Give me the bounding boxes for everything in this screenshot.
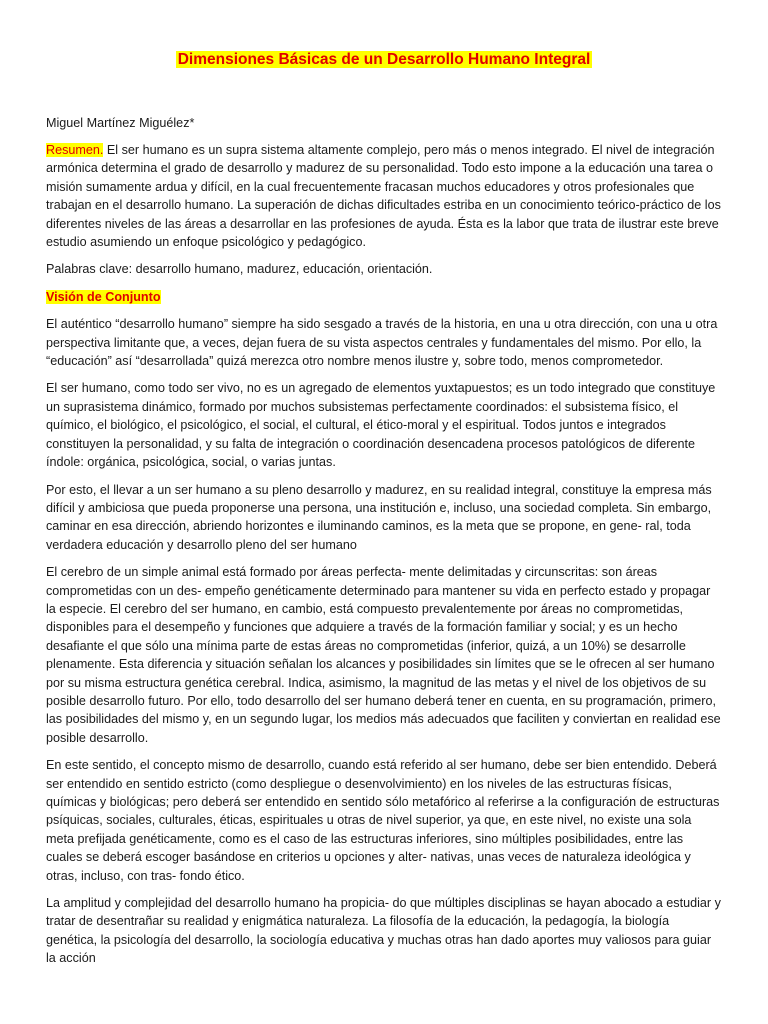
abstract-text: El ser humano es un supra sistema altamente complejo, pero más o menos integrado. El nivel de integración armónica determina el grado de desarrollo y madurez de su personalidad. Todo esto impone a la educación una tarea o misión sumamente ardua y difícil, en la cual frecuentemente fracasan muchos educadores y otros profesionales que trabajan en el desarrollo humano. La superación de dichas dificultades estriba en un conocimiento teórico-práctico de los diferentes niveles de las áreas a desarrollar en las profesiones de ayuda. Ésta es la labor que trata de ilustrar este breve estudio asumiendo un enfoque psicológico y pedagógico.	[46, 143, 721, 250]
body-paragraph: En este sentido, el concepto mismo de desarrollo, cuando está referido al ser humano, debe ser bien entendido. Deberá ser entendido en sentido estricto (como despliegue o desenvolvimiento) en los niveles de las estructuras físicas, químicas y biológicas; pero deberá ser entendido en sentido sólo metafórico al referirse a la configuración de estructuras psíquicas, sociales, culturales, éticas, espirituales u otras de nivel superior, ya que, en este nivel, no existe una sola meta prefijada genéticamente, como es el caso de las estructuras inferiores, sino múltiples posibilidades, entre las cuales se deberá escoger basándose en criterios u opciones y alter- nativas, unas veces de naturaleza ideológica y otras, incluso, con tras- fondo ético.	[46, 758, 720, 883]
abstract-label: Resumen.	[46, 143, 104, 157]
title-container	[46, 50, 722, 70]
page-title: Dimensiones Básicas de un Desarrollo Humano Integral	[177, 51, 591, 68]
body-paragraph: Por esto, el llevar a un ser humano a su pleno desarrollo y madurez, en su realidad integral, constituye la empresa más difícil y ambiciosa que pueda proponerse una persona, una institución e, incluso, una sociedad completa. Sin embargo, caminar en esa dirección, abriendo horizontes e iluminando caminos, es la meta que se propone, en gene- ral, toda verdadera educación y desarrollo pleno del ser humano	[46, 482, 712, 552]
section-title: Visión de Conjunto	[46, 289, 161, 304]
author-name: Miguel Martínez Miguélez*	[46, 116, 195, 130]
body-paragraph: El auténtico “desarrollo humano” siempre ha sido sesgado a través de la historia, en una u otra dirección, con una u otra perspectiva limitante que, a veces, dejan fuera de su vista aspectos centrales y fundamentales del mismo. Por ello, la “educación” así “desarrollada” quizá merezca otro nombre menos ilustre y, sobre todo, menos comprometedor.	[46, 317, 718, 369]
body-paragraph: La amplitud y complejidad del desarrollo humano ha propicia- do que múltiples disciplinas se hayan abocado a estudiar y tratar de desentrañar su realidad y enigmática naturaleza. La filosofía de la educación, la pedagogía, la biología genética, la psicología del desarrollo, la sociología educativa y muchas otras han dado aportes muy valiosos para guiar la acción	[46, 896, 721, 966]
body-paragraph: El ser humano, como todo ser vivo, no es un agregado de elementos yuxtapuestos; es un todo integrado que constituye un suprasistema dinámico, formado por muchos subsistemas perfectamente coordinados: el subsistema físico, el químico, el biológico, el psicológico, el social, el cultural, el ético-moral y el espiritual. Todos juntos e integrados constituyen la personalidad, y su falta de integración o coordinación desencadena procesos patológicos de diferente índole: orgánica, psicológica, social, o varias juntas.	[46, 381, 716, 470]
abstract-paragraph	[46, 141, 722, 251]
keywords: Palabras clave: desarrollo humano, madurez, educación, orientación.	[46, 262, 433, 277]
body-paragraph: El cerebro de un simple animal está formado por áreas perfecta- mente delimitadas y circunscritas: son áreas comprometidas con un des- empeño genéticamente determinado para mantener su vida en perfecto estado y propagar la especie. El cerebro del ser humano, en cambio, está compuesto prevalentemente por áreas no comprometidas, disponibles para el desempeño y funciones que adquiere a través de la formación familiar y social; y es un hecho desafiante el que sólo una mínima parte de estas áreas no comprometidas (inferior, quizá, a un 10%) se desarrolle plenamente. Esta diferencia y situación señalan los alcances y posibilidades sin límites que se le ofrecen al ser humano por su misma estructura genética cerebral. Indica, asimismo, la magnitud de las metas y el nivel de los objetivos de su posible desarrollo futuro. Por ello, todo desarrollo del ser humano deberá tener en cuenta, en su programación, primero, las posibilidades del mismo y, en un segundo lugar, los medios más adecuados que faciliten y conviertan en realidad ese posible desarrollo.	[46, 565, 721, 745]
section-heading	[46, 288, 722, 306]
